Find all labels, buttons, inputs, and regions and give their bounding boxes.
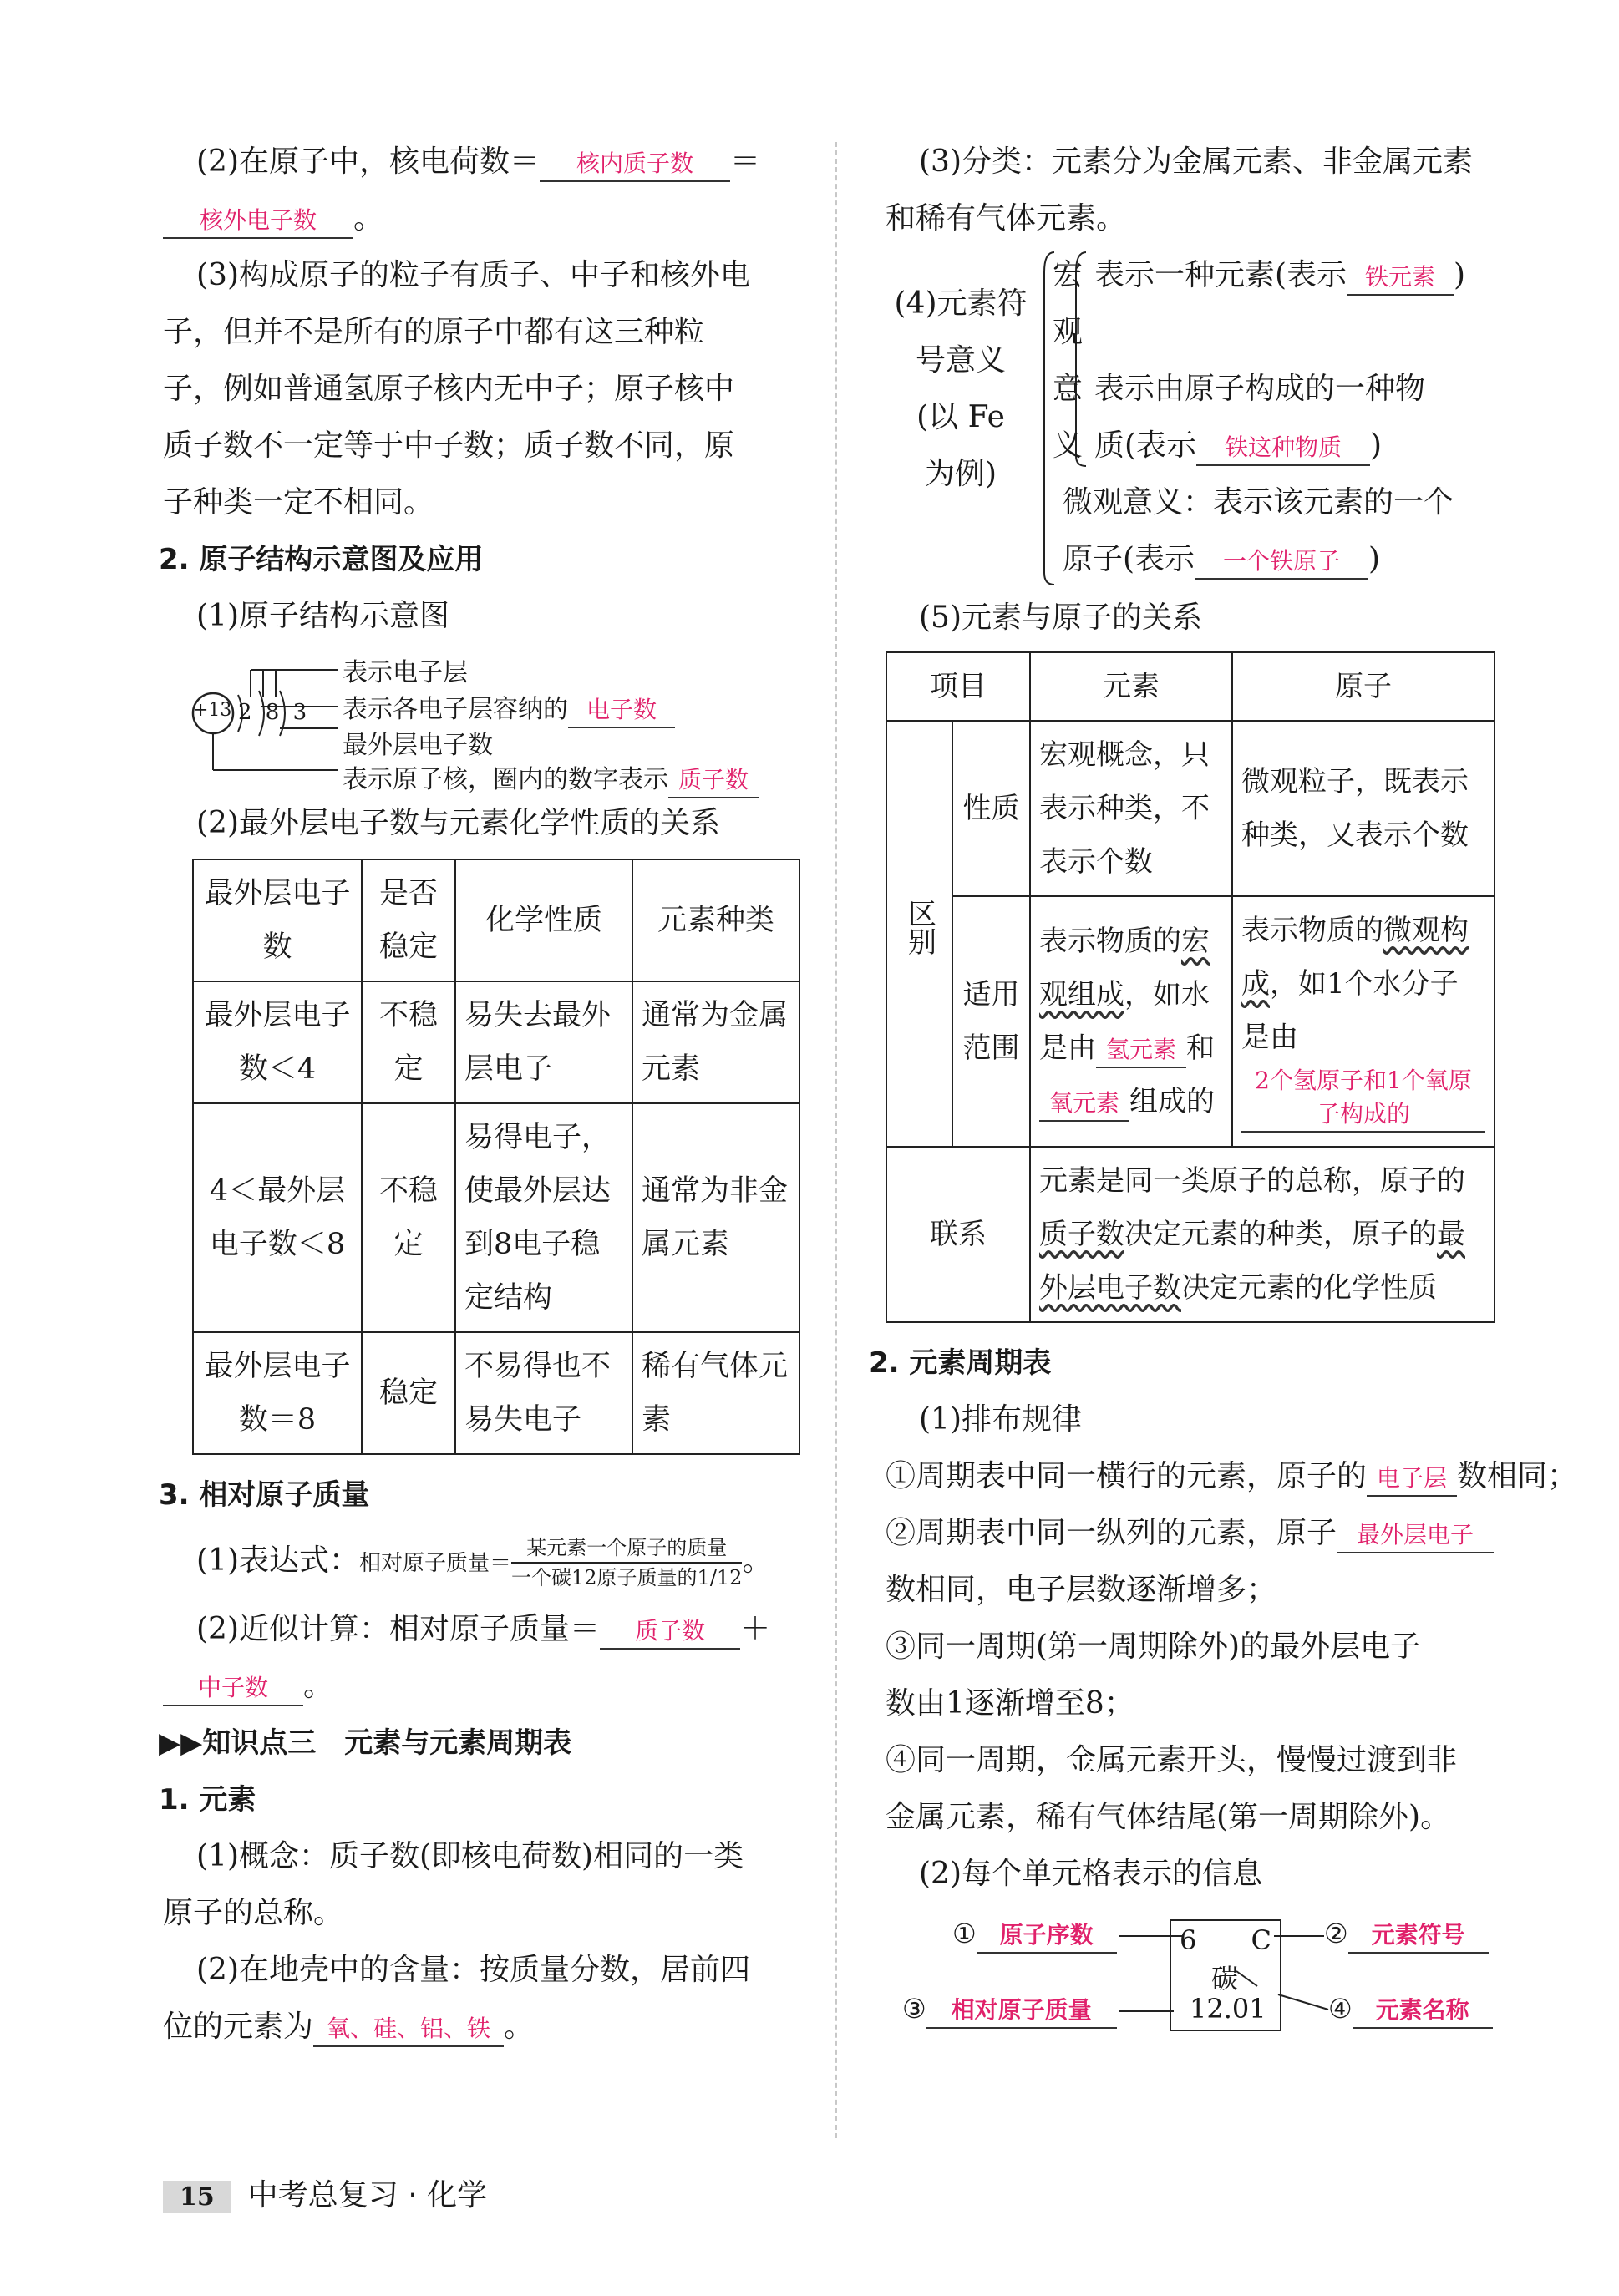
- symbol-meaning-block: [886, 247, 1504, 590]
- table-row: 最外层电子数＝8 稳定 不易得也不易失电子 稀有气体元素: [193, 1332, 799, 1454]
- subheading: (1)原子结构示意图: [196, 599, 449, 633]
- knowledge-point-title: ▶▶知识点三 元素与元素周期表: [159, 1726, 572, 1760]
- answer-neutrons: 中子数: [163, 1671, 303, 1706]
- left-column: [159, 134, 806, 2055]
- electron-line: 核外电子数 。: [163, 190, 806, 247]
- rule-line: 数相同，电子层数逐渐增多；: [886, 1573, 1277, 1607]
- rule-line: 金属元素，稀有气体结尾(第一周期除外)。: [886, 1800, 1451, 1834]
- subheading: (2)最外层电子数与元素化学性质的关系: [196, 806, 720, 840]
- answer-electron-count: 电子数: [568, 693, 675, 728]
- text-line: (3)构成原子的粒子有质子、中子和核外电: [196, 258, 750, 292]
- table-row: 适用范围 表示物质的宏观组成，如水是由 氢元素 和氧元素 组成的 表示物质的微观构成，如1个水分子是由2个氢原子和1个氧原子构成的: [886, 896, 1495, 1147]
- element-atom-table: [886, 651, 1495, 1323]
- element-symbol: C: [1251, 1924, 1271, 1956]
- text-line: 和稀有气体元素。: [886, 201, 1127, 236]
- symbol-meaning-title: (4)元素符 号意义 (以 Fe 为例): [894, 286, 1028, 491]
- subheading: (5)元素与原子的关系: [919, 601, 1202, 635]
- outer-electron-table: [192, 859, 800, 1455]
- book-title: 中考总复习 · 化学: [247, 2178, 488, 2212]
- answer-electron-shells: 电子层: [1367, 1462, 1457, 1497]
- answer-oxygen-element: 氧元素: [1039, 1087, 1129, 1122]
- atomic-mass: 12.01: [1190, 1993, 1266, 2025]
- answer-iron-atom: 一个铁原子: [1195, 545, 1368, 580]
- table-header: 最外层电子数 是否稳定 化学性质 元素种类: [193, 859, 799, 981]
- diagram-label: 表示原子核，圈内的数字表示 质子数: [343, 758, 759, 798]
- diagram-label: 最外层电子数: [343, 731, 493, 760]
- section-heading: 1. 元素: [159, 1783, 256, 1817]
- subheading: (1)排布规律: [919, 1402, 1082, 1437]
- column-divider: [835, 142, 837, 2138]
- relative-mass-fraction: $\frac{\text{某元素一个原子的质量}}{\text{一个碳12原子质量的1/12}}$: [511, 1533, 742, 1592]
- section-heading: 3. 相对原子质量: [159, 1478, 370, 1512]
- answer-outer-electrons: 核外电子数: [163, 204, 353, 239]
- micro-meaning-content: 微观意义：表示该元素的一个 原子(表示 一个铁原子 ): [1063, 474, 1454, 588]
- answer-iron-element: 铁元素: [1347, 261, 1454, 296]
- cell-label-1: ① 原子序数: [952, 1918, 1117, 1954]
- subheading: (2)每个单元格表示的信息: [919, 1857, 1262, 1891]
- text-line: 子种类一定不相同。: [163, 485, 434, 520]
- crust-elements-line: 位的元素为 氧、硅、铝、铁 。: [163, 1999, 806, 2055]
- text-line: (3)分类：元素分为金属元素、非金属元素: [919, 144, 1473, 179]
- answer-proton-count: 质子数: [668, 763, 759, 798]
- double-arrow-icon: ▶▶: [159, 1726, 203, 1760]
- table-row: 最外层电子数＜4 不稳定 易失去最外层电子 通常为金属元素: [193, 981, 799, 1103]
- rule-line: ②周期表中同一纵列的元素，原子 最外层电子: [886, 1505, 1504, 1562]
- macro-meaning-content: 表示一种元素(表示 铁元素 ) 表示由原子构成的一种物 质(表示 铁这种物质 ): [1094, 247, 1465, 474]
- answer-crust-elements: 氧、硅、铝、铁: [313, 2012, 504, 2047]
- atomic-number: 6: [1180, 1924, 1197, 1956]
- rule-line: ④同一周期，金属元素开头，慢慢过渡到非: [886, 1743, 1458, 1777]
- approx-line-2: 中子数 。: [163, 1658, 806, 1715]
- section-heading: 2. 原子结构示意图及应用: [159, 543, 484, 576]
- answer-protons: 质子数: [600, 1614, 740, 1650]
- answer-iron-substance: 铁这种物质: [1196, 431, 1370, 466]
- table-header: 项目 元素 原子: [886, 652, 1495, 721]
- difference-label: 区别: [886, 721, 952, 1147]
- table-row: 联系 元素是同一类原子的总称，原子的质子数决定元素的种类，原子的最外层电子数决定元素的化学性质: [886, 1147, 1495, 1322]
- nuclear-charge-line: (2)在原子中，核电荷数＝ 核内质子数 ＝: [163, 134, 806, 190]
- answer-outer-shell: 最外层电子: [1337, 1518, 1494, 1553]
- rule-line: ③同一周期(第一周期除外)的最外层电子: [886, 1630, 1421, 1664]
- text-line: 子，但并不是所有的原子中都有这三种粒: [163, 315, 705, 349]
- page-footer: [163, 2172, 487, 2214]
- answer-nuclear-protons: 核内质子数: [540, 147, 730, 182]
- answer-water-molecule: 2个氢原子和1个氧原子构成的: [1241, 1064, 1485, 1133]
- cell-label-2: ② 元素符号: [1324, 1918, 1489, 1954]
- cell-label-3: ③ 相对原子质量: [902, 1993, 1117, 2029]
- cell-label-4: ④ 元素名称: [1328, 1993, 1493, 2029]
- table-row: 区别 性质 宏观概念，只表示种类，不表示个数 微观粒子，既表示种类，又表示个数: [886, 721, 1495, 896]
- formula-line: (1)表达式：相对原子质量＝ $\frac{\text{某元素一个原子的质量}}{\text{一个碳12原子质量的1/12}}$ 。: [163, 1523, 806, 1601]
- diagram-label: 表示各电子层容纳的 电子数: [343, 688, 675, 728]
- diagram-label: 表示电子层: [343, 658, 468, 687]
- page-number: 15: [163, 2181, 231, 2213]
- text-line: 原子的总称。: [163, 1896, 344, 1930]
- atom-structure-diagram: [163, 645, 806, 795]
- text-line: (1)概念：质子数(即核电荷数)相同的一类: [196, 1839, 744, 1873]
- text-line: 子，例如普通氢原子核内无中子；原子核中: [163, 372, 735, 406]
- rule-line: 数由1逐渐增至8；: [886, 1686, 1134, 1721]
- text-line: (2)在地壳中的含量：按质量分数，居前四: [196, 1953, 750, 1987]
- right-column: [869, 134, 1578, 2045]
- element-name: 碳: [1211, 1963, 1239, 1994]
- macro-meaning-label: 宏 观 意 义: [1053, 258, 1084, 463]
- approx-line: (2)近似计算：相对原子质量＝ 质子数 ＋: [163, 1601, 806, 1658]
- shell-electrons: 2 8 3: [238, 700, 311, 725]
- text-line: 质子数不一定等于中子数；质子数不同，原: [163, 428, 735, 463]
- table-row: 4＜最外层电子数＜8 不稳定 易得电子，使最外层达到8电子稳定结构 通常为非金属元素: [193, 1103, 799, 1332]
- nucleus-charge: +13: [193, 700, 232, 721]
- rule-line: ①周期表中同一横行的元素，原子的 电子层 数相同；: [886, 1448, 1504, 1505]
- periodic-cell-diagram: [886, 1903, 1504, 2045]
- answer-hydrogen-element: 氢元素: [1096, 1033, 1186, 1068]
- section-heading: 2. 元素周期表: [869, 1346, 1052, 1380]
